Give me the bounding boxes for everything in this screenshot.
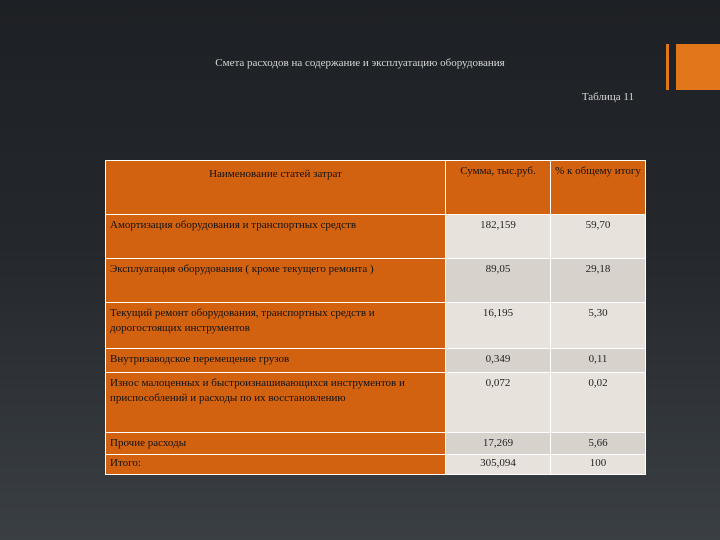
table-row (106, 373, 646, 433)
row-name: Эксплуатация оборудования ( кроме текущего ремонта ) (106, 259, 446, 303)
table-row (106, 215, 646, 259)
row-sum: 182,159 (446, 215, 551, 259)
row-sum: 0,349 (446, 349, 551, 373)
row-percent: 29,18 (551, 259, 646, 303)
row-percent: 5,66 (551, 433, 646, 455)
table-row (106, 259, 646, 303)
row-name: Текущий ремонт оборудования, транспортных средств и дорогостоящих инструментов (106, 303, 446, 349)
table-total-row (106, 455, 646, 475)
row-name: Внутризаводское перемещение грузов (106, 349, 446, 373)
slide-title (0, 57, 720, 69)
total-sum: 305,094 (446, 455, 551, 475)
row-percent: 0,02 (551, 373, 646, 433)
row-percent: 59,70 (551, 215, 646, 259)
row-percent: 0,11 (551, 349, 646, 373)
table-caption: Таблица 11 (581, 91, 634, 103)
row-sum: 89,05 (446, 259, 551, 303)
row-percent: 5,30 (551, 303, 646, 349)
cost-table (105, 160, 646, 475)
total-name: Итого: (106, 455, 446, 475)
row-sum: 17,269 (446, 433, 551, 455)
slide-title-text: Смета расходов на содержание и эксплуатацию оборудования (215, 57, 505, 69)
table-row (106, 433, 646, 455)
table-row (106, 303, 646, 349)
row-sum: 16,195 (446, 303, 551, 349)
table-row (106, 349, 646, 373)
header-percent: % к общему итогу (551, 161, 646, 215)
row-name: Износ малоценных и быстроизнашивающихся инструментов и приспособлений и расходы по их восстановлению (106, 373, 446, 433)
row-name: Прочие расходы (106, 433, 446, 455)
header-sum: Сумма, тыс.руб. (446, 161, 551, 215)
row-sum: 0,072 (446, 373, 551, 433)
header-name: Наименование статей затрат (106, 161, 446, 215)
row-name: Амортизация оборудования и транспортных средств (106, 215, 446, 259)
total-percent: 100 (551, 455, 646, 475)
table-header-row (106, 161, 646, 215)
